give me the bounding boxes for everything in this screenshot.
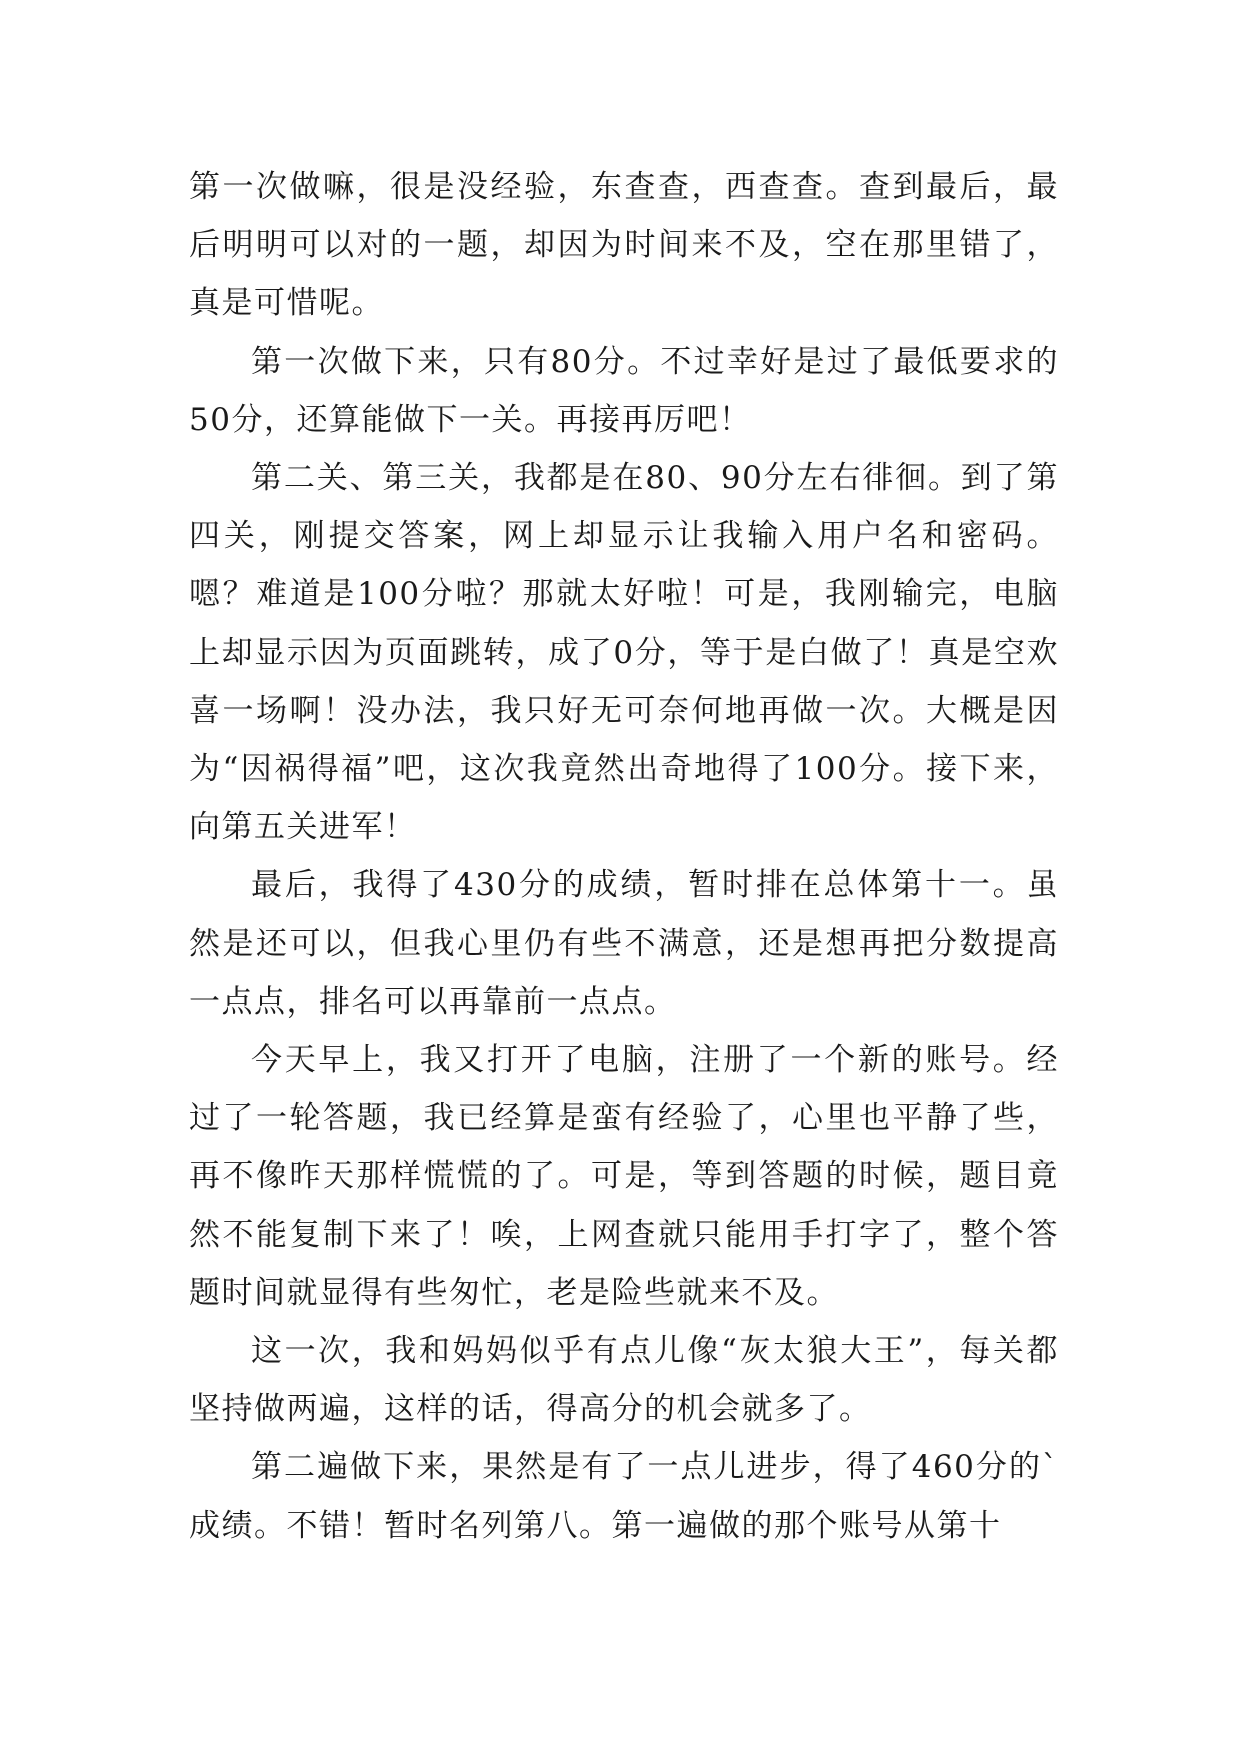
paragraph-6: 这一次，我和妈妈似乎有点儿像“灰太狼大王”，每关都坚持做两遍，这样的话，得高分的机会就多了。 [189,1333,1059,1428]
paragraph-2: 第一次做下来，只有80分。不过幸好是过了最低要求的50分，还算能做下一关。再接再厉吧！ [189,343,1059,438]
paragraph-7: 第二遍做下来，果然是有了一点儿进步，得了460分的`成绩。不错！暂时名列第八。第一遍做的那个账号从第十 [189,1449,1059,1544]
paragraph-1: 第一次做嘛，很是没经验，东查查，西查查。查到最后，最后明明可以对的一题，却因为时间来不及，空在那里错了，真是可惜呢。 [189,169,1059,322]
paragraph-5: 今天早上，我又打开了电脑，注册了一个新的账号。经过了一轮答题，我已经算是蛮有经验了，心里也平静了些，再不像昨天那样慌慌的了。可是，等到答题的时候，题目竟然不能复制下来了！唉，上网查就只能用手打字了，整个答题时间就显得有些匆忙，老是险些就来不及。 [189,1042,1059,1311]
document-body [189,158,1059,1555]
paragraph-3: 第二关、第三关，我都是在80、90分左右徘徊。到了第四关，刚提交答案，网上却显示让我输入用户名和密码。嗯？难道是100分啦？那就太好啦！可是，我刚输完，电脑上却显示因为页面跳转，成了0分，等于是白做了！真是空欢喜一场啊！没办法，我只好无可奈何地再做一次。大概是因为“因祸得福”吧，这次我竟然出奇地得了100分。接下来，向第五关进军！ [189,460,1059,846]
paragraph-4: 最后，我得了430分的成绩，暂时排在总体第十一。虽然是还可以，但我心里仍有些不满意，还是想再把分数提高一点点，排名可以再靠前一点点。 [189,867,1059,1020]
